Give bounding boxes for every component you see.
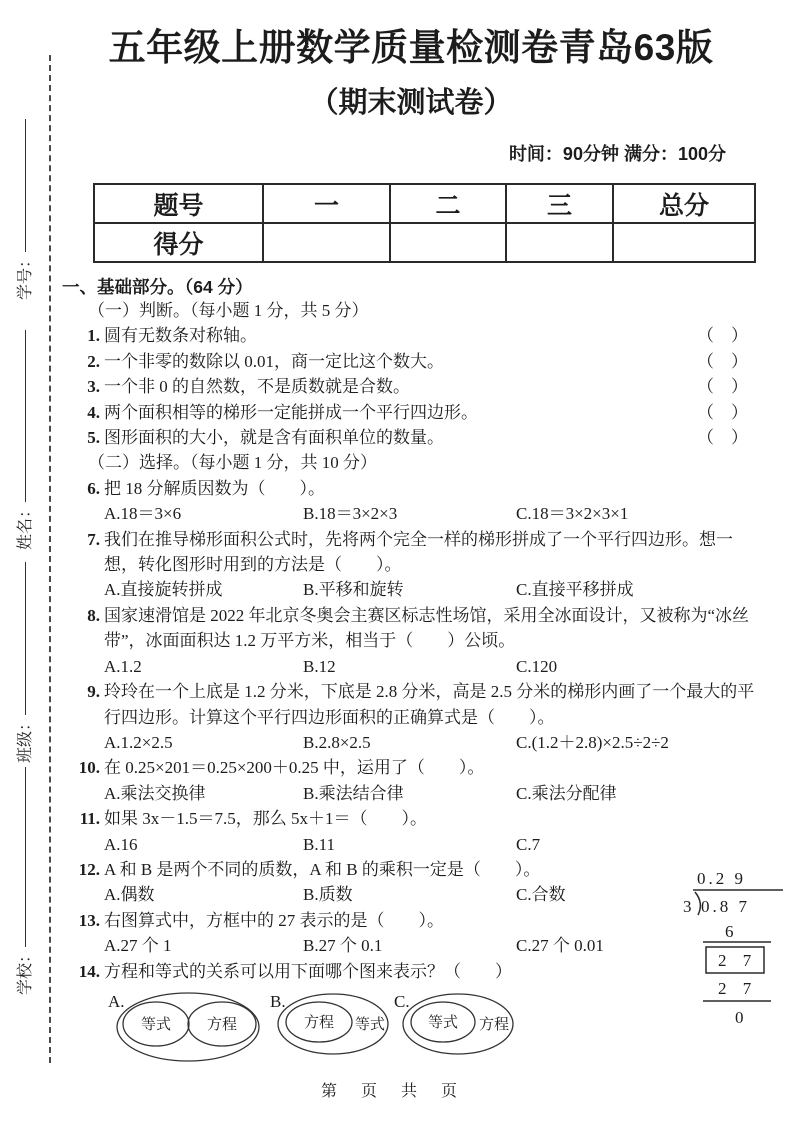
- sidebar-field-school: [12, 767, 38, 995]
- question-number: 13.: [78, 910, 100, 930]
- question-number: 11.: [79, 809, 100, 829]
- question-number: 4.: [87, 402, 100, 422]
- option-c: C.乘法分配律: [516, 783, 617, 803]
- venn-a-left-text: 等式: [140, 1016, 172, 1033]
- options-row: [104, 654, 762, 679]
- name-blank-line: [25, 330, 26, 502]
- venn-option-c-label: C.: [394, 991, 410, 1011]
- venn-option-a-label: A.: [108, 991, 125, 1011]
- division-boxed-value: 2 7: [718, 951, 758, 970]
- option-b: B.11: [303, 834, 335, 854]
- venn-option-b-label: B.: [270, 991, 286, 1011]
- question-number: 10.: [78, 758, 100, 778]
- student-id-blank-line: [25, 119, 26, 252]
- option-a: A.1.2×2.5: [104, 732, 173, 752]
- venn-b-inner-text: 方程: [303, 1014, 335, 1031]
- venn-c-outer-text: 方程: [478, 1016, 510, 1033]
- question-text: 圆有无数条对称轴。: [104, 326, 257, 346]
- options-row: [104, 832, 762, 857]
- option-c: C.直接平移拼成: [516, 580, 634, 600]
- judgment-question-2: [60, 349, 762, 374]
- question-number: 2.: [87, 351, 100, 371]
- question-text: A 和 B 是两个不同的质数，A 和 B 的乘积一定是（ ）。: [104, 859, 541, 879]
- option-b: B.18＝3×2×3: [303, 504, 398, 524]
- answer-bracket: （ ）: [697, 377, 748, 397]
- option-a: A.1.2: [104, 656, 142, 676]
- option-a: A.乘法交换律: [104, 783, 206, 803]
- score-table-header-row: [94, 184, 755, 223]
- question-text: 图形面积的大小，就是含有面积单位的数量。: [104, 428, 444, 448]
- options-row: [104, 730, 762, 755]
- options-row: [104, 882, 762, 907]
- score-cell-empty: [506, 223, 613, 262]
- choice-question-13: [60, 908, 762, 959]
- options-row: [104, 933, 762, 958]
- options-row: [104, 501, 762, 526]
- option-c: C.(1.2＋2.8)×2.5÷2÷2: [516, 732, 669, 752]
- option-c: C.7: [516, 834, 541, 854]
- sidebar-field-student-id: [12, 119, 38, 300]
- score-table-corner: 题号: [94, 184, 263, 223]
- division-quotient: 0.2 9: [697, 869, 746, 888]
- option-c: C.120: [516, 656, 558, 676]
- question-number: 8.: [87, 605, 100, 625]
- options-row: [104, 577, 762, 602]
- long-division-svg: [683, 860, 791, 1030]
- division-bracket: [695, 892, 700, 915]
- options-row: [104, 781, 762, 806]
- choice-heading: （二）选择。（每小题 1 分，共 10 分）: [88, 453, 377, 473]
- option-b: B.质数: [303, 885, 353, 905]
- name-label: 姓名：: [17, 501, 34, 550]
- question-text: 我们在推导梯形面积公式时，先将两个完全一样的梯形拼成了一个平行四边形。想一想，转化图形时用到的方法是（ ）。: [104, 529, 733, 575]
- questions-content: [60, 298, 762, 1066]
- option-b: B.27 个 0.1: [303, 936, 383, 956]
- exam-paper: [60, 0, 762, 1066]
- choice-question-14: [60, 959, 762, 984]
- question-text: 在 0.25×201＝0.25×200＋0.25 中，运用了（ ）。: [104, 758, 485, 778]
- section-heading: 一、基础部分。（64 分）: [62, 277, 253, 297]
- class-blank-line: [25, 562, 26, 715]
- option-b: B.12: [303, 656, 336, 676]
- option-b: B.2.8×2.5: [303, 732, 371, 752]
- answer-bracket: （ ）: [697, 428, 748, 448]
- division-dividend: 0.8 7: [701, 897, 750, 916]
- choice-question-11: [60, 806, 762, 857]
- answer-bracket: （ ）: [697, 402, 748, 422]
- question-number: 12.: [78, 859, 100, 879]
- question-number: 1.: [87, 326, 100, 346]
- page-subtitle: （期末测试卷）: [309, 87, 513, 119]
- option-a: A.27 个 1: [104, 936, 172, 956]
- sidebar-field-class: [12, 562, 38, 763]
- student-id-label: 学号：: [17, 251, 34, 300]
- question-text: 两个面积相等的梯形一定能拼成一个平行四边形。: [104, 402, 478, 422]
- exam-meta: 时间：90分钟 满分：100分: [508, 144, 726, 164]
- venn-c-inner-text: 等式: [427, 1014, 459, 1031]
- score-row-label: 得分: [94, 223, 263, 262]
- question-text: 右图算式中，方框中的 27 表示的是（ ）。: [104, 910, 444, 930]
- score-table-col-1: 一: [263, 184, 390, 223]
- footer-page-label: 第 页 共 页: [320, 1083, 461, 1100]
- question-number: 14.: [78, 961, 100, 981]
- judgment-question-1: [60, 323, 762, 348]
- question-number: 6.: [87, 478, 100, 498]
- question-number: 7.: [87, 529, 100, 549]
- score-table: [93, 183, 756, 263]
- question-text: 一个非 0 的自然数，不是质数就是合数。: [104, 377, 410, 397]
- choice-question-9: [60, 679, 762, 755]
- question-text: 方程和等式的关系可以用下面哪个图来表示？（ ）: [104, 961, 512, 981]
- question-text: 把 18 分解质因数为（ ）。: [104, 478, 325, 498]
- option-c: C.27 个 0.01: [516, 936, 604, 956]
- answer-bracket: （ ）: [697, 326, 748, 346]
- question-text: 一个非零的数除以 0.01，商一定比这个数大。: [104, 351, 444, 371]
- class-label: 班级：: [17, 714, 34, 763]
- judgment-heading: （一）判断。（每小题 1 分，共 5 分）: [88, 301, 369, 320]
- score-table-col-3: 三: [506, 184, 613, 223]
- division-step1: 6: [725, 922, 734, 941]
- option-b: B.乘法结合律: [303, 783, 404, 803]
- answer-bracket: （ ）: [697, 351, 748, 371]
- choice-question-12: [60, 857, 762, 908]
- question-number: 9.: [87, 682, 100, 702]
- school-label: 学校：: [17, 946, 34, 995]
- sidebar-field-name: [12, 330, 38, 550]
- score-cell-empty: [390, 223, 506, 262]
- option-c: C.18＝3×2×3×1: [516, 504, 629, 524]
- question-number: 3.: [87, 377, 100, 397]
- judgment-question-4: [60, 400, 762, 425]
- division-divisor: 3: [683, 897, 692, 916]
- choice-question-6: [60, 476, 762, 527]
- score-cell-empty: [613, 223, 755, 262]
- choice-question-7: [60, 527, 762, 603]
- choice-question-8: [60, 603, 762, 679]
- option-c: C.合数: [516, 885, 566, 905]
- choice-question-10: [60, 755, 762, 806]
- score-table-score-row: [94, 223, 755, 262]
- score-table-col-total: 总分: [613, 184, 755, 223]
- long-division-figure: [683, 860, 791, 1035]
- question-text: 国家速滑馆是 2022 年北京冬奥会主赛区标志性场馆，采用全冰面设计，又被称为“冰丝带”，冰面面积达 1.2 万平方米，相当于（ ）公顷。: [104, 605, 750, 651]
- venn-svg: [98, 986, 528, 1066]
- option-b: B.平移和旋转: [303, 580, 404, 600]
- question-number: 5.: [87, 428, 100, 448]
- score-cell-empty: [263, 223, 390, 262]
- option-a: A.偶数: [104, 885, 155, 905]
- venn-a-right-text: 方程: [206, 1016, 238, 1033]
- school-blank-line: [25, 767, 26, 947]
- question-text: 如果 3x－1.5＝7.5，那么 5x＋1＝（ ）。: [104, 809, 427, 829]
- option-a: A.18＝3×6: [104, 504, 182, 524]
- question-text: 玲玲在一个上底是 1.2 分米，下底是 2.8 分米，高是 2.5 分米的梯形内画了一个最大的平行四边形。计算这个平行四边形面积的正确算式是（ ）。: [104, 682, 755, 727]
- page-title: 五年级上册数学质量检测卷青岛63版: [108, 27, 714, 68]
- score-table-col-2: 二: [390, 184, 506, 223]
- judgment-question-5: [60, 425, 762, 450]
- division-remainder: 0: [735, 1008, 744, 1027]
- seal-dashed-line: [49, 55, 51, 1063]
- venn-diagrams: [98, 986, 762, 1066]
- option-a: A.直接旋转拼成: [104, 580, 223, 600]
- option-a: A.16: [104, 834, 138, 854]
- judgment-question-3: [60, 374, 762, 399]
- venn-b-outer-text: 等式: [354, 1016, 386, 1033]
- division-step2: 2 7: [718, 979, 758, 998]
